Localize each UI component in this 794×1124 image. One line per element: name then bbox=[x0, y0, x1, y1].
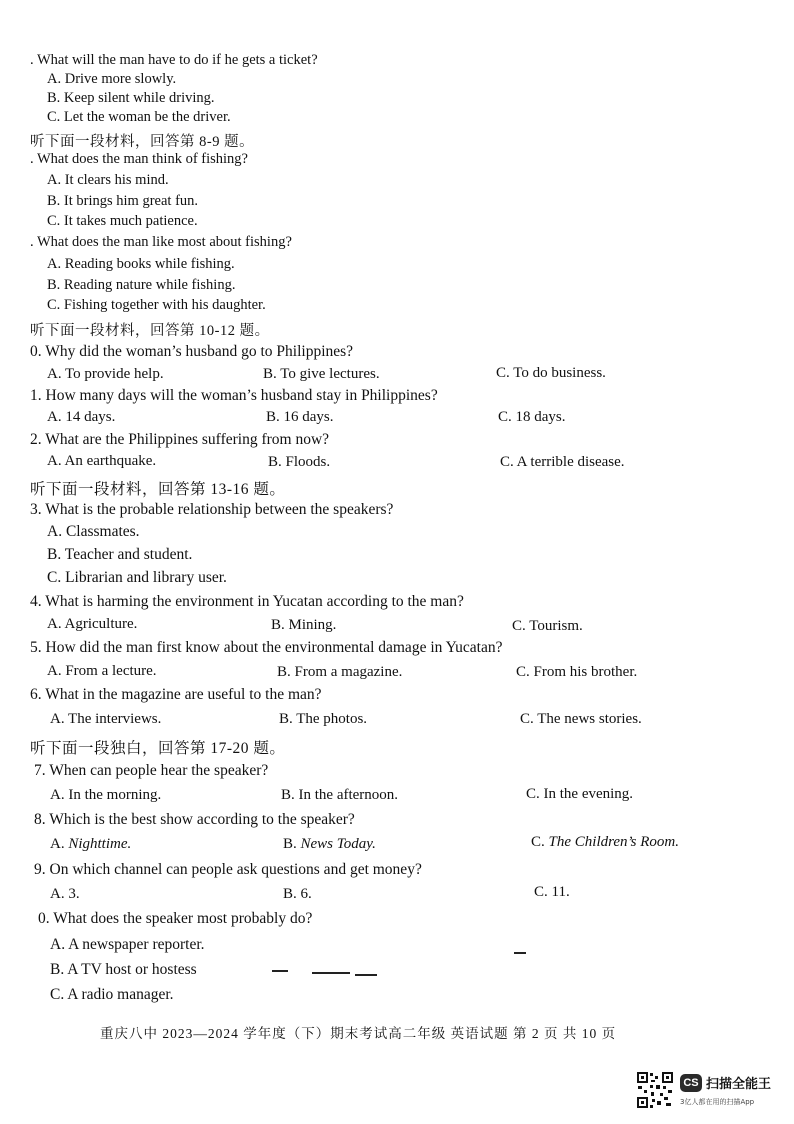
camscanner-logo: CS bbox=[680, 1074, 702, 1092]
question-17-option-c: C. In the evening. bbox=[526, 786, 634, 802]
question-13-stem: 3. What is the probable relationship between the speakers? bbox=[30, 501, 394, 518]
question-14-option-c: C. Tourism. bbox=[512, 618, 583, 634]
section-header-10-12: 听下面一段材料，回答第 10-12 题。 bbox=[30, 323, 270, 339]
option-label: A. bbox=[50, 836, 69, 852]
question-20-option-c: C. A radio manager. bbox=[50, 986, 174, 1003]
question-9-option-a: A. Reading books while fishing. bbox=[47, 256, 235, 272]
question-20-option-b: B. A TV host or hostess bbox=[50, 961, 197, 978]
question-13-option-b: B. Teacher and student. bbox=[47, 546, 193, 563]
question-10-option-c: C. To do business. bbox=[496, 365, 606, 381]
question-20-option-a: A. A newspaper reporter. bbox=[50, 936, 205, 953]
question-18-option-c bbox=[531, 834, 679, 851]
question-8-option-c: C. It takes much patience. bbox=[47, 213, 198, 229]
question-14-stem: 4. What is harming the environment in Yucatan according to the man? bbox=[30, 593, 464, 610]
question-16-stem: 6. What in the magazine are useful to the man? bbox=[30, 686, 322, 703]
question-19-option-c: C. 11. bbox=[534, 884, 570, 900]
scanner-app-name: 扫描全能王 bbox=[706, 1077, 772, 1092]
question-14-option-a: A. Agriculture. bbox=[47, 616, 138, 632]
question-19-option-b: B. 6. bbox=[283, 886, 312, 902]
option-label: B. bbox=[283, 836, 301, 852]
option-label: C. bbox=[531, 834, 549, 850]
question-15-option-a: A. From a lecture. bbox=[47, 663, 157, 679]
question-15-stem: 5. How did the man first know about the environmental damage in Yucatan? bbox=[30, 639, 503, 656]
show-title: Nighttime. bbox=[68, 836, 132, 852]
question-10-option-a: A. To provide help. bbox=[47, 366, 164, 382]
question-12-option-a: A. An earthquake. bbox=[47, 453, 157, 469]
page-footer: 重庆八中 2023—2024 学年度（下）期末考试高二年级 英语试题 第 2 页 共 10 页 bbox=[100, 1026, 617, 1041]
question-9-option-b: B. Reading nature while fishing. bbox=[47, 277, 236, 293]
question-8-option-a: A. It clears his mind. bbox=[47, 172, 169, 188]
question-12-stem: 2. What are the Philippines suffering from now? bbox=[30, 431, 330, 448]
scan-mark bbox=[514, 952, 526, 954]
question-7-option-b: B. Keep silent while driving. bbox=[47, 90, 215, 106]
qr-code-icon bbox=[636, 1071, 674, 1109]
question-15-option-b: B. From a magazine. bbox=[277, 664, 403, 680]
show-title: The Children’s Room. bbox=[548, 834, 679, 850]
question-17-stem: 7. When can people hear the speaker? bbox=[34, 762, 269, 779]
show-title: News Today. bbox=[300, 836, 376, 852]
question-16-option-b: B. The photos. bbox=[279, 711, 368, 727]
question-7-stem: . What will the man have to do if he gets a ticket? bbox=[30, 52, 318, 68]
question-17-option-a: A. In the morning. bbox=[50, 787, 162, 803]
question-7-option-a: A. Drive more slowly. bbox=[47, 71, 177, 87]
question-20-stem: 0. What does the speaker most probably do? bbox=[38, 910, 313, 927]
question-12-option-c: C. A terrible disease. bbox=[500, 454, 625, 470]
question-12-option-b: B. Floods. bbox=[268, 454, 331, 470]
question-9-option-c: C. Fishing together with his daughter. bbox=[47, 297, 266, 313]
question-18-option-b bbox=[283, 836, 376, 853]
question-11-stem: 1. How many days will the woman’s husband stay in Philippines? bbox=[30, 387, 438, 404]
section-header-8-9: 听下面一段材料，回答第 8-9 题。 bbox=[30, 134, 255, 150]
question-16-option-a: A. The interviews. bbox=[50, 711, 162, 727]
scanner-watermark bbox=[636, 1071, 786, 1113]
question-8-option-b: B. It brings him great fun. bbox=[47, 193, 199, 209]
question-11-option-c: C. 18 days. bbox=[498, 409, 566, 425]
scan-mark bbox=[355, 974, 377, 976]
question-9-stem: . What does the man like most about fishing? bbox=[30, 234, 292, 250]
question-18-stem: 8. Which is the best show according to the speaker? bbox=[34, 811, 355, 828]
question-10-option-b: B. To give lectures. bbox=[263, 366, 380, 382]
scanner-tagline: 3亿人都在用的扫描App bbox=[680, 1098, 755, 1106]
question-14-option-b: B. Mining. bbox=[271, 617, 337, 633]
question-19-option-a: A. 3. bbox=[50, 886, 80, 902]
scan-mark bbox=[272, 970, 288, 972]
question-17-option-b: B. In the afternoon. bbox=[281, 787, 399, 803]
question-15-option-c: C. From his brother. bbox=[516, 664, 638, 680]
section-header-17-20: 听下面一段独白，回答第 17-20 题。 bbox=[30, 740, 286, 757]
question-8-stem: . What does the man think of fishing? bbox=[30, 151, 248, 167]
question-7-option-c: C. Let the woman be the driver. bbox=[47, 109, 231, 125]
question-13-option-a: A. Classmates. bbox=[47, 523, 140, 540]
question-11-option-b: B. 16 days. bbox=[266, 409, 334, 425]
question-13-option-c: C. Librarian and library user. bbox=[47, 569, 227, 586]
question-19-stem: 9. On which channel can people ask questions and get money? bbox=[34, 861, 422, 878]
question-18-option-a bbox=[50, 836, 131, 853]
section-header-13-16: 听下面一段材料，回答第 13-16 题。 bbox=[30, 481, 286, 498]
question-10-stem: 0. Why did the woman’s husband go to Philippines? bbox=[30, 343, 354, 360]
question-11-option-a: A. 14 days. bbox=[47, 409, 116, 425]
scan-mark bbox=[312, 972, 350, 974]
question-16-option-c: C. The news stories. bbox=[520, 711, 642, 727]
